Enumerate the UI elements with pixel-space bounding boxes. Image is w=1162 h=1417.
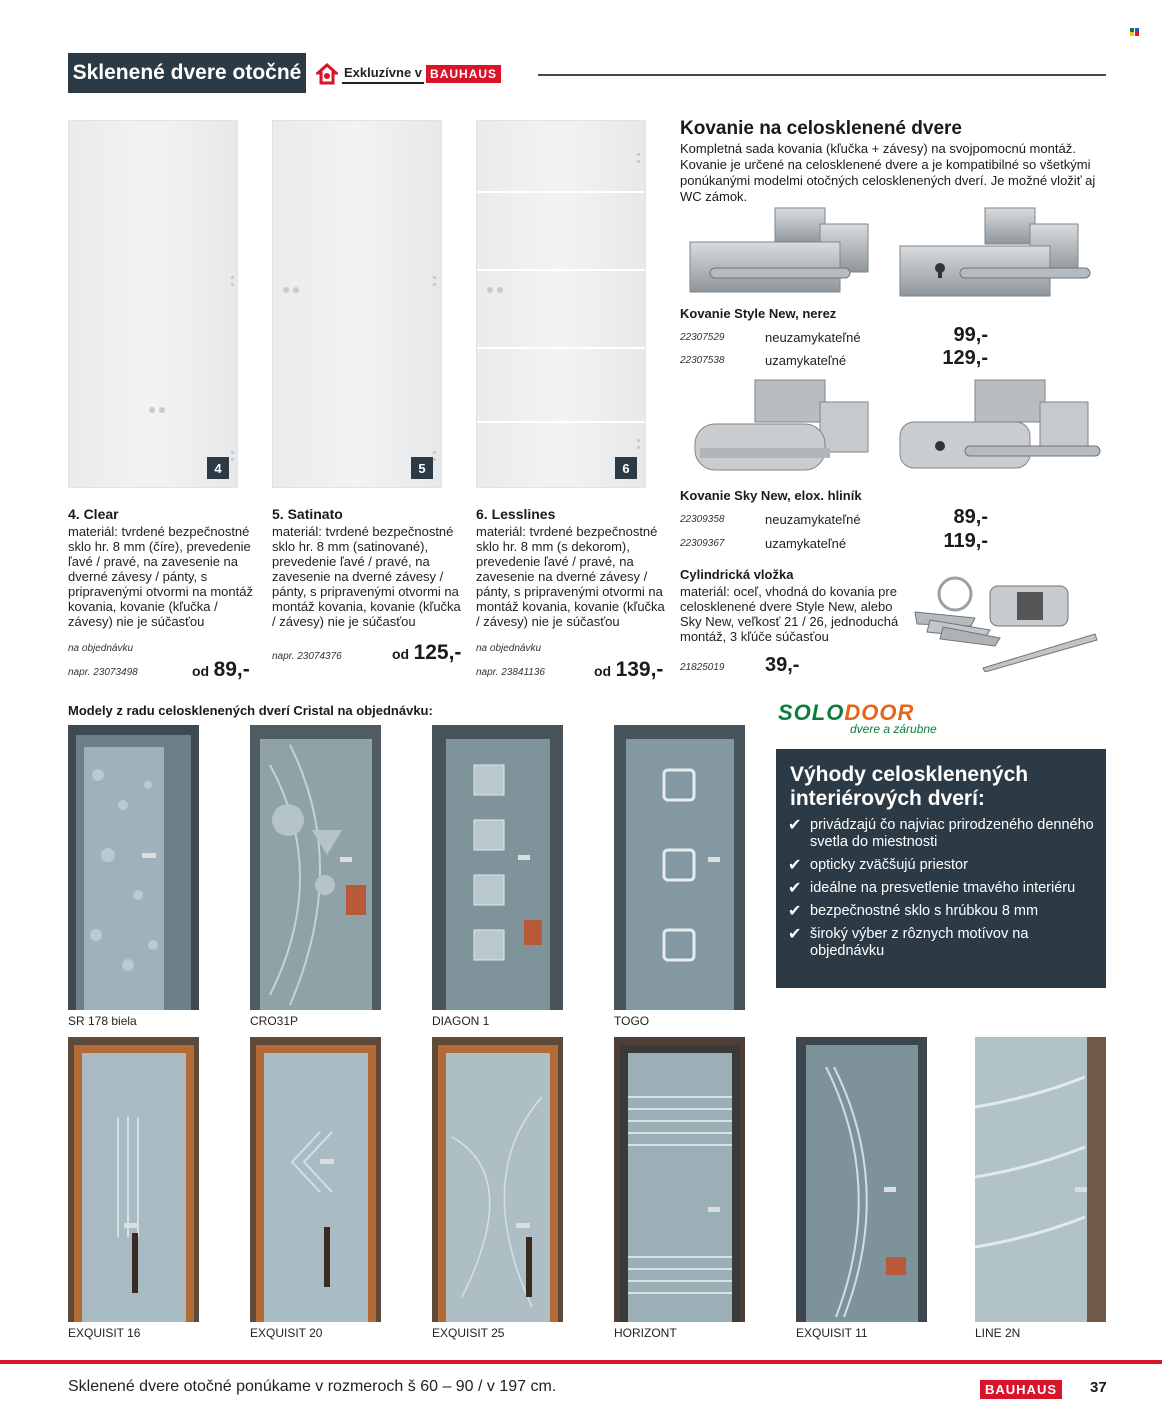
page-title: Sklenené dvere otočné	[68, 53, 306, 93]
order-note: na objednávku	[476, 643, 542, 654]
door-caption: SR 178 biela	[68, 1014, 137, 1028]
item-price: 119,-	[943, 530, 988, 552]
door-caption: LINE 2N	[975, 1326, 1021, 1340]
bauhaus-logo: BAUHAUS	[426, 65, 501, 83]
house-logo-icon	[316, 63, 338, 85]
benefits-list	[788, 817, 1098, 966]
door-photo-togo	[614, 725, 745, 1010]
item-variant: uzamykateľné	[765, 536, 847, 551]
color-mark-icon	[1130, 28, 1140, 36]
exclusive-label: Exkluzívne v	[342, 64, 424, 84]
door-caption: EXQUISIT 11	[796, 1326, 868, 1340]
cylinder-keys-image	[905, 572, 1105, 672]
door-caption: EXQUISIT 20	[250, 1326, 323, 1340]
solodoor-tagline: dvere a zárubne	[850, 722, 937, 736]
cristal-heading: Modely z radu celosklenených dverí Cristal na objednávku:	[68, 703, 433, 718]
door-caption: EXQUISIT 25	[432, 1326, 505, 1340]
cylinder-title: Cylindrická vložka	[680, 567, 794, 582]
door-photo-sr178	[68, 725, 199, 1010]
item-price: 129,-	[942, 347, 988, 369]
door-number-badge: 4	[207, 457, 229, 479]
product-code: napr. 23074376	[272, 651, 342, 662]
item-variant: uzamykateľné	[765, 353, 847, 368]
page-number: 37	[1090, 1379, 1107, 1396]
footer-note: Sklenené dvere otočné ponúkame v rozmeroch š 60 – 90 / v 197 cm.	[68, 1378, 557, 1395]
check-icon: ✔	[788, 857, 802, 874]
style-new-fittings-image	[680, 200, 1100, 300]
check-icon: ✔	[788, 903, 802, 920]
door-satinato-image	[272, 120, 442, 488]
item-price: 99,-	[953, 324, 988, 346]
solodoor-logo: SOLODOOR	[778, 700, 915, 725]
door-photo-exquisit11	[796, 1037, 927, 1322]
door-clear-image	[68, 120, 238, 488]
bauhaus-logo: BAUHAUS	[980, 1380, 1062, 1399]
benefit-item: ✔ privádzajú čo najviac prirodzeného denného svetla do miestnosti	[788, 817, 1094, 850]
product-code: napr. 23841136	[476, 667, 545, 678]
door-photo-horizont	[614, 1037, 745, 1322]
door-caption: CRO31P	[250, 1014, 299, 1028]
sky-new-fittings-image	[690, 378, 1102, 478]
kovanie-title: Kovanie na celosklenené dvere	[680, 118, 962, 139]
benefits-title: Výhody celosklenených interiérových dverí:	[790, 763, 1029, 810]
product-price: od 125,-	[392, 641, 462, 664]
benefit-item: ✔ opticky zväčšujú priestor	[788, 857, 968, 874]
item-code: 22309367	[680, 538, 725, 549]
item-variant: neuzamykateľné	[765, 330, 861, 345]
door-caption: DIAGON 1	[432, 1014, 490, 1028]
item-code: 22307538	[680, 355, 725, 366]
item-code: 22309358	[680, 514, 725, 525]
benefits-box	[776, 749, 1106, 988]
benefit-item: ✔ ideálne na presvetlenie tmavého interiéru	[788, 880, 1076, 897]
check-icon: ✔	[788, 926, 802, 943]
product-price: od 139,-	[594, 658, 664, 681]
product-name: 6. Lesslines	[476, 506, 556, 522]
kovanie-description: Kompletná sada kovania (kľučka + závesy) na svojpomocnú montáž. Kovanie je určené na celosklenené dvere a je kompatibilné so všetkými ponúkanými modelmi otočných celosklenených dverí. Je možné vložiť aj WC zámok.	[680, 141, 1096, 204]
door-photo-exquisit25	[432, 1037, 563, 1322]
check-icon: ✔	[788, 817, 802, 834]
door-lesslines-image	[476, 120, 646, 488]
item-variant: neuzamykateľné	[765, 512, 861, 527]
sky-new-title: Kovanie Sky New, elox. hliník	[680, 488, 862, 503]
product-description: materiál: tvrdené bezpečnostné sklo hr. 8 mm (s dekorom), prevedenie ľavé / pravé, na zavesenie na dverné závesy / pánty, s pripravenými otvormi na montáž kovania, kovanie (kľučka / závesy) nie je súčasťou	[476, 524, 665, 629]
door-caption: EXQUISIT 16	[68, 1326, 141, 1340]
product-name: 4. Clear	[68, 506, 119, 522]
footer-divider	[0, 1360, 1162, 1364]
door-number-badge: 5	[411, 457, 433, 479]
check-icon: ✔	[788, 880, 802, 897]
door-photo-line2n	[975, 1037, 1106, 1322]
product-code: napr. 23073498	[68, 667, 138, 678]
door-photo-diagon1	[432, 725, 563, 1010]
benefit-item: ✔ bezpečnostné sklo s hrúbkou 8 mm	[788, 903, 1039, 920]
item-price: 89,-	[953, 506, 988, 528]
product-description: materiál: tvrdené bezpečnostné sklo hr. 8 mm (satinované), prevedenie ľavé / pravé, na zavesenie na dverné závesy / pánty, s pripravenými otvormi na montáž kovania, kovanie (kľučka / závesy) nie je súčasťou	[272, 524, 461, 629]
door-photo-cro31p	[250, 725, 381, 1010]
door-number-badge: 6	[615, 457, 637, 479]
door-photo-exquisit20	[250, 1037, 381, 1322]
benefit-item: ✔ široký výber z rôznych motívov na objednávku	[788, 926, 1029, 959]
exclusive-badge	[316, 63, 501, 85]
order-note: na objednávku	[68, 643, 134, 654]
item-code: 22307529	[680, 332, 725, 343]
style-new-title: Kovanie Style New, nerez	[680, 306, 837, 321]
cylinder-description: materiál: oceľ, vhodná do kovania pre celosklenené dvere Style New, alebo Sky New, veľkosť 21 / 26, jednoduchá montáž, 3 kľúče súčasťou	[680, 584, 899, 644]
item-price: 39,-	[765, 654, 800, 676]
header-divider	[538, 74, 1106, 76]
product-name: 5. Satinato	[272, 506, 343, 522]
item-code: 21825019	[680, 662, 725, 673]
door-caption: TOGO	[614, 1014, 650, 1028]
door-photo-exquisit16	[68, 1037, 199, 1322]
product-description: materiál: tvrdené bezpečnostné sklo hr. 8 mm (číre), prevedenie ľavé / pravé, na zavesenie na dverné závesy / pánty, s pripravenými otvormi na montáž kovania, kovanie (kľučka / závesy) nie je súčasťou	[68, 524, 253, 629]
door-caption: HORIZONT	[614, 1326, 677, 1340]
product-price: od 89,-	[192, 658, 250, 681]
